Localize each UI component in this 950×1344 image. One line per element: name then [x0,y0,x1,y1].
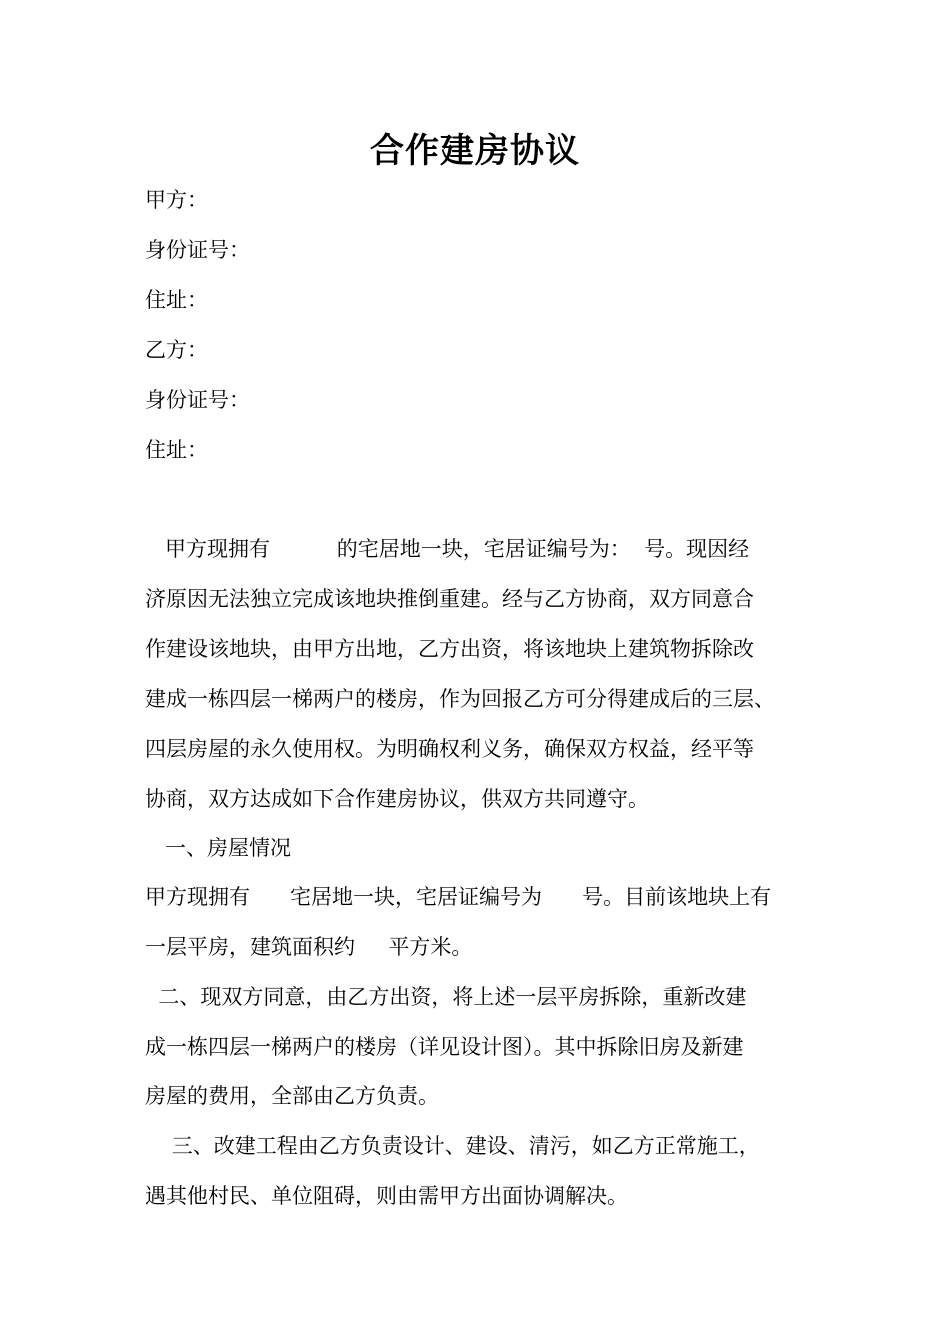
party-b-id-label: 身份证号： [145,388,250,412]
section-1-heading: 一、房屋情况 [145,836,292,860]
section-2-line: 房屋的费用，全部由乙方负责。 [145,1084,439,1108]
intro-line: 甲方现拥有 的宅居地一块，宅居证编号为： 号。现因经 [145,537,750,561]
party-b-address-label: 住址： [145,438,208,462]
section-1-line: 一层平房，建筑面积约 平方米。 [145,935,473,959]
section-2-line: 成一栋四层一梯两户的楼房（详见设计图）。其中拆除旧房及新建 [145,1035,744,1059]
intro-line: 作建设该地块，由甲方出地，乙方出资，将该地块上建筑物拆除改 [145,637,754,661]
party-b-label: 乙方： [145,338,208,362]
intro-line: 四层房屋的永久使用权。为明确权利义务，确保双方权益，经平等 [145,737,754,761]
intro-line: 济原因无法独立完成该地块推倒重建。经与乙方协商，双方同意合 [145,587,754,611]
intro-line: 建成一栋四层一梯两户的楼房，作为回报乙方可分得建成后的三层、 [145,687,775,711]
section-3-line: 遇其他村民、单位阻碍，则由需甲方出面协调解决。 [145,1184,628,1208]
section-1-line: 甲方现拥有 宅居地一块，宅居证编号为 号。目前该地块上有 [145,885,772,909]
intro-line: 协商，双方达成如下合作建房协议，供双方共同遵守。 [145,787,649,811]
document-title: 合作建房协议 [370,131,580,171]
section-3-line: 三、改建工程由乙方负责设计、建设、清污，如乙方正常施工， [145,1134,760,1158]
party-a-address-label: 住址： [145,288,208,312]
party-a-label: 甲方： [145,188,208,212]
party-a-id-label: 身份证号： [145,238,250,262]
section-2-line: 二、现双方同意，由乙方出资，将上述一层平房拆除，重新改建 [145,985,747,1009]
